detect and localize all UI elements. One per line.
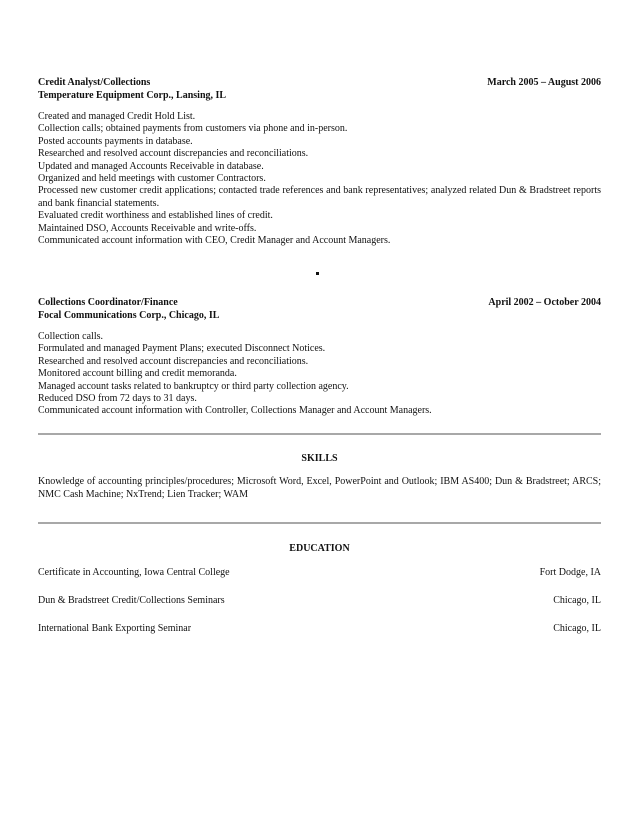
- job-duties: [38, 111, 601, 247]
- duty: Organized and held meetings with customer Contractors.: [38, 173, 266, 185]
- duty: Researched and resolved account discrepancies and reconciliations.: [38, 355, 309, 367]
- education-location: Chicago, IL: [553, 623, 601, 634]
- job-title: Credit Analyst/Collections: [38, 77, 151, 88]
- duty: Formulated and managed Payment Plans; executed Disconnect Notices.: [38, 343, 326, 355]
- duty: Posted accounts payments in database.: [38, 135, 193, 147]
- divider: [38, 522, 601, 524]
- education-list: [38, 566, 601, 635]
- duty: Updated and managed Accounts Receivable in database.: [38, 160, 264, 172]
- education-name: Certificate in Accounting, Iowa Central College: [38, 567, 230, 578]
- education-heading: EDUCATION: [289, 543, 350, 554]
- duty: Created and managed Credit Hold List.: [38, 111, 196, 122]
- duty: Communicated account information with Controller, Collections Manager and Account Managers.: [38, 405, 432, 417]
- education-name: International Bank Exporting Seminar: [38, 623, 192, 634]
- education-item: [38, 566, 601, 579]
- duty: Reduced DSO from 72 days to 31 days.: [38, 393, 197, 405]
- job-dates: March 2005 – August 2006: [487, 77, 601, 88]
- job-dates: April 2002 – October 2004: [488, 297, 601, 308]
- education-location: Chicago, IL: [553, 595, 601, 606]
- divider: [38, 433, 601, 435]
- education-item: [38, 594, 601, 607]
- job-title: Collections Coordinator/Finance: [38, 297, 178, 308]
- duty: Communicated account information with CEO, Credit Manager and Account Managers.: [38, 235, 391, 247]
- bullet-square-icon: [316, 272, 319, 275]
- job-duties: [38, 331, 601, 418]
- duty: Monitored account billing and credit memoranda.: [38, 368, 237, 380]
- duty: Collection calls; obtained payments from customers via phone and in-person.: [38, 123, 348, 135]
- duty: Processed new customer credit applications; contacted trade references and bank representatives; analyzed related Dun & Bradstreet reports and bank financial statements.: [38, 185, 601, 209]
- job-2: [38, 296, 601, 418]
- duty: Maintained DSO, Accounts Receivable and write-offs.: [38, 222, 257, 234]
- skills-heading: SKILLS: [301, 453, 338, 464]
- job-1: [38, 76, 601, 247]
- job-company: Focal Communications Corp., Chicago, IL: [38, 310, 220, 321]
- skills-text: Knowledge of accounting principles/procedures; Microsoft Word, Excel, PowerPoint and Outlook; IBM AS400; Dun & Bradstreet; ARCS; NMC Cash Machine; NxTrend; Lien Tracker; WAM: [38, 476, 601, 500]
- education-name: Dun & Bradstreet Credit/Collections Seminars: [38, 595, 225, 606]
- duty: Evaluated credit worthiness and established lines of credit.: [38, 210, 273, 222]
- job-company: Temperature Equipment Corp., Lansing, IL: [38, 90, 227, 101]
- duty: Collection calls.: [38, 331, 103, 342]
- education-item: [38, 622, 601, 635]
- duty: Researched and resolved account discrepancies and reconciliations.: [38, 148, 309, 160]
- education-location: Fort Dodge, IA: [539, 567, 601, 578]
- duty: Managed account tasks related to bankruptcy or third party collection agency.: [38, 380, 349, 392]
